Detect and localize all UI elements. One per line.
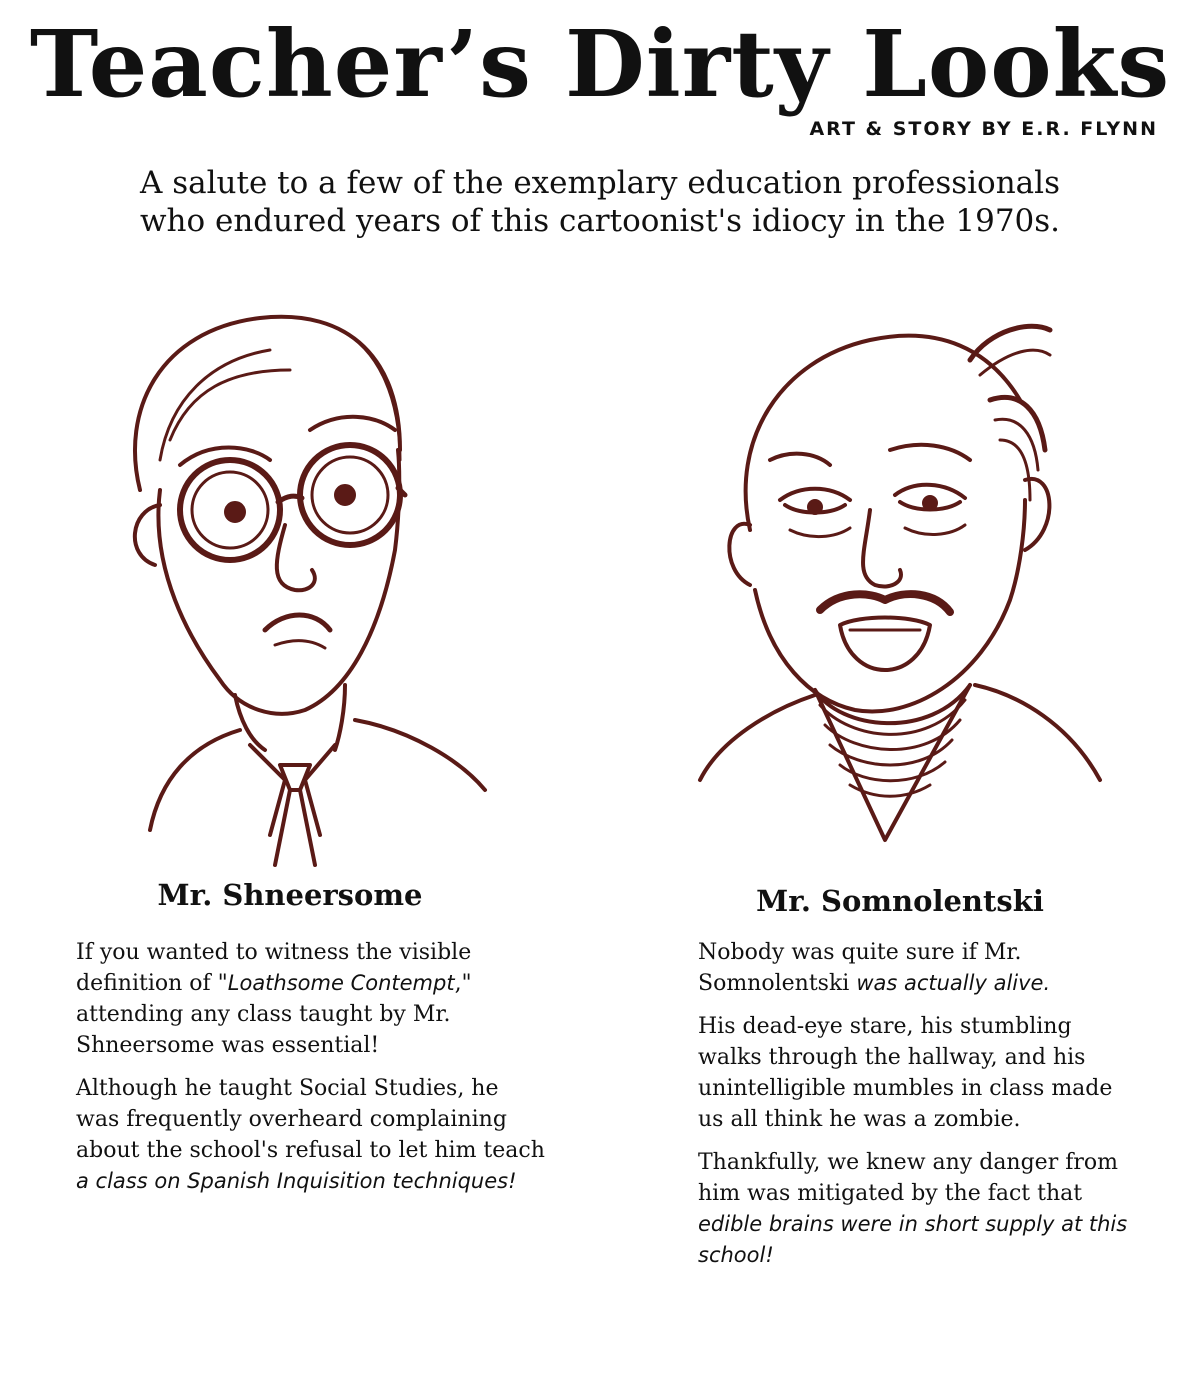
portrait-somnolentski (690, 300, 1120, 860)
bio-paragraph (76, 937, 546, 1061)
bio-text: Although he taught Social Studies, he was frequently overheard complaining about the school's refusal to let him teach (76, 1076, 545, 1163)
bio-text: ," attending any class taught by Mr. Shneersome was essential! (76, 971, 472, 1058)
subtitle-line-2: who endured years of this cartoonist's idiocy in the 1970s. (139, 203, 1061, 239)
bio-text: Thankfully, we knew any danger from him was mitigated by the fact that (698, 1150, 1118, 1206)
teacher-name-somnolentski: Mr. Somnolentski (756, 884, 1044, 918)
bio-shneersome (76, 937, 546, 1209)
bio-emphasis: was actually alive. (856, 971, 1051, 995)
bio-paragraph: His dead-eye stare, his stumbling walks through the hallway, and his unintelligible mumbles in class made us all think he was a zombie. (698, 1014, 1113, 1132)
portrait-shneersome (100, 290, 520, 870)
bio-emphasis: Loathsome Contempt (227, 971, 455, 995)
teacher-mustache-turtleneck-portrait-icon (690, 300, 1120, 860)
bio-paragraph (76, 1073, 546, 1197)
teacher-name-shneersome: Mr. Shneersome (157, 878, 423, 912)
bio-paragraph (698, 1147, 1128, 1271)
bio-somnolentski (698, 937, 1128, 1283)
bio-emphasis: edible brains were in short supply at this school! (698, 1212, 1128, 1267)
subtitle (0, 164, 1200, 240)
bio-paragraph (698, 937, 1128, 999)
subtitle-line-1: A salute to a few of the exemplary education professionals (140, 165, 1060, 201)
teacher-glasses-tie-portrait-icon (100, 290, 520, 870)
byline: ART & STORY BY E.R. FLYNN (809, 118, 1158, 140)
bio-text: If you wanted to witness the visible definition of " (76, 940, 472, 996)
bio-text: Nobody was quite sure if Mr. Somnolentski (698, 940, 1022, 996)
page-title: Teacher’s Dirty Looks (29, 10, 1171, 118)
bio-emphasis: a class on Spanish Inquisition techniques! (76, 1169, 517, 1193)
